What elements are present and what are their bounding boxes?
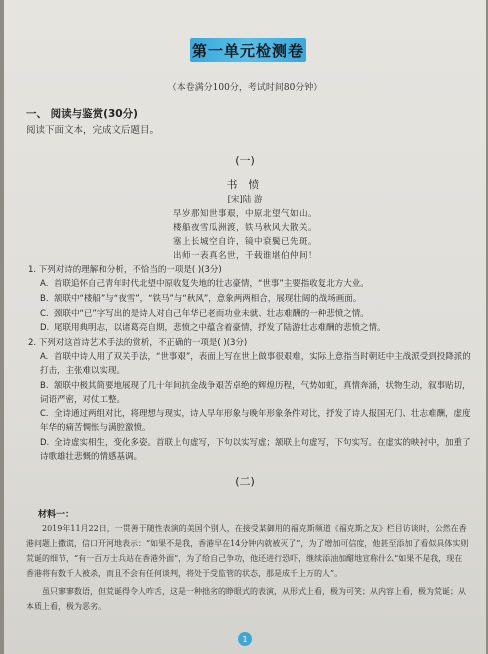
poem-line: 早岁那知世事艰，中原北望气如山。 (172, 209, 317, 219)
question-2-option-b: B. 颔联中极其简要地展现了几十年间抗金战争艰苦卓绝的辉煌历程，气势如虹，真情奔涌，状物生动，叙事贴切，词语严密，对仗工整。 (40, 381, 471, 405)
poem-line: 楼船夜雪瓜洲渡，铁马秋风大散关。 (172, 223, 317, 233)
section-instruction: 阅读下面文本，完成文后题目。 (26, 125, 160, 136)
page-number: 1 (238, 632, 252, 646)
question-1-option-a: A. 首联追怀自己青年时代北望中原收复失地的壮志豪情，“世事”主要指收复北方大业。 (40, 279, 369, 289)
poem-line: 塞上长城空自许，镜中衰鬓已先斑。 (172, 237, 317, 247)
exam-meta: （本卷满分100分，考试时间80分钟） (167, 83, 323, 93)
question-1-option-d: D. 尾联用典明志，以诸葛亮自期，悲愤之中蕴含着豪情，抒发了陆游壮志难酬的悲愤之情。 (40, 323, 386, 333)
question-1-stem: 1. 下列对诗的理解和分析，不恰当的一项是( )(3分) (28, 265, 222, 275)
poem-title: 书 愤 (226, 179, 264, 191)
title-banner (190, 38, 306, 62)
material-label: 材料一： (38, 510, 75, 520)
question-2-option-a: A. 首联中诗人用了双关手法，“世事艰”，表面上写在世上做事很艰难，实际上意指当时朝廷中主战派受到投降派的打击，主张难以实现。 (40, 352, 471, 376)
question-2-option-d: D. 全诗虚实相生，变化多姿。首联上句虚写，下句以实写虚；颔联上句虚写，下句实写。在虚实的映衬中，加重了诗歌雄壮悲慨的情感基调。 (40, 438, 471, 462)
question-2-stem: 2. 下列对这首诗艺术手法的赏析，不正确的一项是( )(3分) (28, 338, 248, 348)
question-1-option-c: C. 颈联中“已”字写出的是诗人对自己年华已老而功业未就、壮志难酬的一种悲愤之情。 (40, 309, 369, 319)
poem-line: 出师一表真名世，千载谁堪伯仲间！ (172, 251, 317, 261)
material-paragraph: 虽只寥寥数语，但荒诞得令人咋舌，这是一种拙劣的睁眼式的表演，从形式上看，极为可笑；从内容上看，极为荒诞；从本质上看，极为恶劣。 (26, 587, 466, 611)
question-1-option-b: B. 颔联中“楼船”与“夜雪”，“铁马”与“秋风”，意象两两相合，展现壮阔的战场画面。 (40, 294, 362, 304)
page-title: 第一单元检测卷 (190, 38, 306, 62)
poem-author: [宋]陆 游 (227, 195, 263, 205)
part-two-label: (二) (235, 475, 255, 488)
question-2-option-c: C. 全诗通过两组对比，将理想与现实，诗人早年形象与晚年形象条件对比，抒发了诗人报国无门、壮志难酬，虚度年华的痛苦惆怅与满腔激愤。 (40, 409, 471, 433)
material-paragraph: 2019年11月22日，一贯善于随性表演的美国个别人，在接受某御用的福克斯频道《福克斯之友》栏目访谈时，公然在香港问题上撒谎，信口开河地表示：“如果不是我，香港早在14分钟内就被灭了”，为了增加可信度，他甚至添加了看似具体实则荒诞的细节，“有一百万士兵站在香港外面”，为了给自己争功，他还进行恐吓，继续添油加醋地宣称什么“如果不是我，现在香港将有数千人被杀，而且不会有任何谈判，将处于受监管的状态，那是成千上万的人”。 (26, 524, 469, 578)
part-one-label: (一) (235, 154, 255, 167)
document-page (4, 0, 486, 654)
section-heading: 一、 阅读与鉴赏(30分) (26, 108, 138, 120)
